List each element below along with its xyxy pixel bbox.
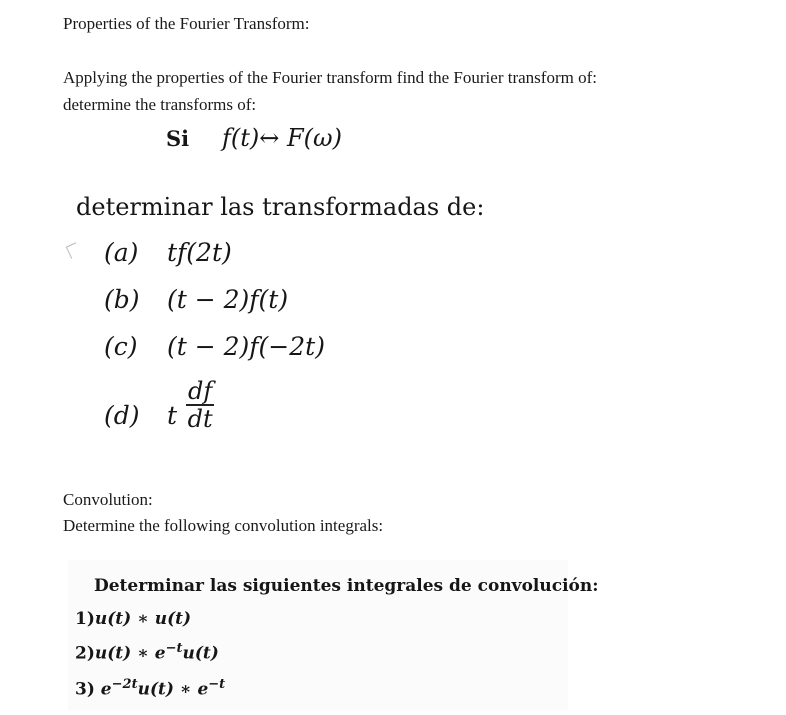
instruction-line-2: determine the transforms of: (63, 95, 257, 114)
item-b-expression: (t − 2)f(t) (167, 285, 289, 314)
item-b-label: (b) (104, 285, 140, 314)
instruction-line-1: Applying the properties of the Fourier transform find the Fourier transform of: (63, 68, 597, 87)
integral-3-number: 3) (75, 679, 95, 700)
item-c-expression: (t − 2)f(−2t) (167, 332, 325, 361)
scan-subtitle: determinar las transformadas de: (76, 193, 485, 221)
integral-3 (75, 677, 225, 700)
item-d-derivative-fraction (186, 378, 214, 432)
item-a-expression: tf(2t) (167, 238, 232, 267)
integral-1 (75, 609, 191, 629)
integral-3-middle: u(t) ∗ e (137, 679, 209, 700)
section-heading-fourier: Properties of the Fourier Transform: (63, 14, 310, 33)
integral-2-tail: u(t) (182, 643, 219, 664)
item-d-label: (d) (104, 401, 140, 430)
integral-3-exponent-2: −t (208, 677, 226, 692)
integral-2-base: u(t) ∗ e (94, 643, 166, 664)
item-c-label: (c) (104, 332, 138, 361)
si-label: Si (166, 126, 190, 151)
convolution-instruction: Determine the following convolution integrals: (63, 516, 384, 535)
scan-artifact-mark (66, 242, 81, 258)
integral-3-base: e (100, 679, 112, 700)
item-a-label: (a) (104, 238, 139, 267)
fraction-denominator: dt (187, 405, 213, 433)
integral-1-number: 1) (75, 609, 95, 629)
fraction-numerator: df (188, 377, 213, 405)
scan-title: Determinar las siguientes integrales de convolución: (94, 576, 599, 596)
integral-1-expression: u(t) ∗ u(t) (94, 609, 192, 629)
integral-2-number: 2) (75, 643, 95, 664)
section-heading-convolution: Convolution: (63, 490, 153, 509)
transform-pair: f(t)↔ F(ω) (222, 124, 342, 152)
integral-2 (75, 641, 219, 664)
item-d-t: t (167, 401, 178, 430)
integral-3-exponent: −2t (111, 677, 138, 692)
integral-2-exponent: −t (165, 641, 183, 656)
